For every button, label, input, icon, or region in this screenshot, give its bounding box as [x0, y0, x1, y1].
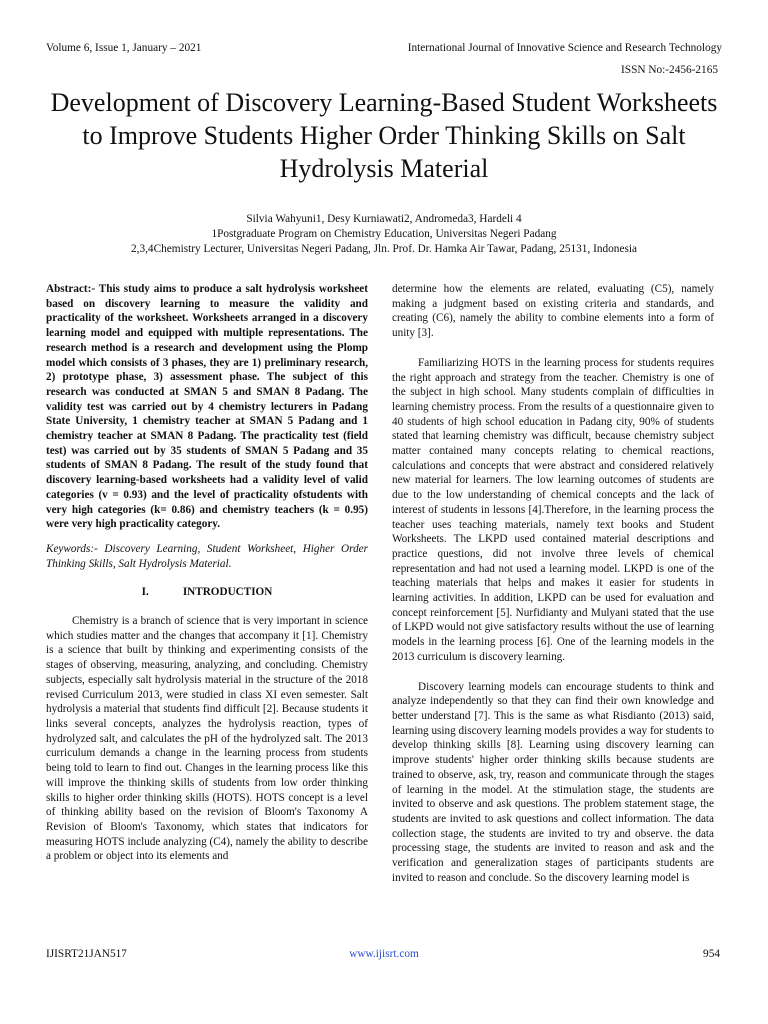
- abstract: Abstract:- This study aims to produce a salt hydrolysis worksheet based on discovery learning to measure the validity and practicality of the worksheet. Worksheets arranged in a discovery learning model and equipped with multiple representations. The research method is a research and development using the Plomp model which consists of 3 phases, they are 1) preliminary research, 2) prototype phase, 3) assessment phase. The subject of this research was conducted at SMAN 5 and SMAN 8 Padang. The validity test was carried out by 4 chemistry lecturers in Padang State University, 1 chemistry teacher at SMAN 5 Padang and 1 chemistry teacher at SMAN 8 Padang. The practicality test (field test) was carried out by 35 students of SMAN 5 Padang and 35 students of SMAN 8 Padang. The result of the study found that discovery learning-based worksheets had a validity level of valid categories (v = 0.93) and the level of practicality ofstudents with very high categories (k= 0.86) and chemistry teachers (k = 0.95) were very high practicality category.: [46, 283, 368, 531]
- paper-title: Development of Discovery Learning-Based Student Worksheets to Improve Students Higher Order Thinking Skills on Salt Hydrolysis Material: [50, 88, 718, 183]
- intro-paragraph-3: Discovery learning models can encourage students to think and analyze independently so that they can find their own knowledge and better understand [7]. This is the same as what Risdianto (2013) said, learning using discovery learning models provides a way for students to develop thinking skills [8]. Learning using discovery learning can improve students' higher order thinking skills because students are trained to observe, ask, try, reason and communicate through the stages of learning in the model. At the stimulation stage, the students are invited to observe and ask questions. The problem statement stage, the students are invited to ask questions and collect information. The data collection stage, the students are invited to try and observe. the data processing stage, the students are invited to reason and ask and the verification and generalization stages of participants students are invited to reason and conclude. So the discovery learning model is: [392, 680, 714, 884]
- running-header-volume: Volume 6, Issue 1, January – 2021: [46, 42, 202, 54]
- section-heading-introduction: [46, 585, 368, 600]
- left-column: [46, 282, 368, 864]
- section-title: INTRODUCTION: [182, 586, 273, 599]
- section-number: I.: [141, 586, 149, 599]
- right-column: [392, 282, 714, 885]
- author-block: [40, 212, 728, 257]
- author-affiliation-2: 2,3,4Chemistry Lecturer, Universitas Negeri Padang, Jln. Prof. Dr. Hamka Air Tawar, Padang, 25131, Indonesia: [130, 243, 638, 255]
- page-number: 954: [703, 948, 720, 960]
- intro-paragraph-1-continued: determine how the elements are related, evaluating (C5), namely making a judgment based on existing criteria and standards, and creating (C6), namely the ability to combine elements into a form of unity [3].: [392, 283, 714, 340]
- author-affiliation-1: 1Postgraduate Program on Chemistry Education, Universitas Negeri Padang: [211, 228, 557, 240]
- keywords: Keywords:- Discovery Learning, Student Worksheet, Higher Order Thinking Skills, Salt Hydrolysis Material.: [46, 542, 368, 570]
- issn-number: ISSN No:-2456-2165: [621, 64, 718, 76]
- footer-website-link[interactable]: www.ijisrt.com: [349, 948, 419, 960]
- author-names: Silvia Wahyuni1, Desy Kurniawati2, Andromeda3, Hardeli 4: [246, 213, 522, 225]
- intro-paragraph-1: Chemistry is a branch of science that is very important in science which studies matter and the changes that accompany it [1]. Chemistry is a science that built by thinking and experimenting consists of the stages of observing, measuring, analyzing, and concluding. Chemistry subjects, especially salt hydrolysis material in the structure of the 2018 revised Curriculum 2013, were studied in class XI even semester. Salt hydrolysis a material that students find difficult [2]. Because students it links several concepts, analyzes the hydrolysis reaction, types of hydrolyzed salt, and calculates the pH of the hydrolyzed salt. The 2013 curriculum demands a change in the learning process from students being told to learn to find out. Changes in the learning process like this will improve the thinking skills of students from low order thinking skills to higher order thinking skills (HOTS). HOTS concept is a level of thinking ability based on the revision of Bloom's Taxonomy A Revision of Bloom's Taxonomy, which states that indicators for measuring HOTS include analyzing (C4), namely the ability to describe a problem or object into its elements and: [46, 615, 368, 863]
- footer-paper-id: IJISRT21JAN517: [46, 948, 127, 960]
- intro-paragraph-2: Familiarizing HOTS in the learning process for students requires the right approach and strategy from the teacher. Chemistry is one of the subject in high school. Many students complain of difficulties in learning chemistry process. From the results of a questionnaire given to 40 students of high school education in Padang city, 90% of students stated that learning chemistry was difficult, because chemistry subject matter contained many concepts relating to chemical reactions, calculations and concepts that were abstract and considered relatively new material for learners. The low learning outcomes of students are due to the low understanding of chemical concepts and the lack of interest of students in lessons [4].Therefore, in the learning process the teacher uses teaching materials, namely text books and Student Worksheets. The LKPD used contained material descriptions and practice questions, did not involve three levels of chemical representation and had not used a learning model. LKPD is one of the teaching materials that helps and makes it easier for students in learning activities. In addition, LKPD can be used for evaluation and concept reinforcement [5]. Nurfidianty and Mulyani stated that the use of LKPD would not give satisfactory results without the use of learning models in the learning process [6]. One of the learning models in the 2013 curriculum is discovery learning.: [392, 356, 714, 663]
- running-header-journal: International Journal of Innovative Science and Research Technology: [407, 42, 722, 54]
